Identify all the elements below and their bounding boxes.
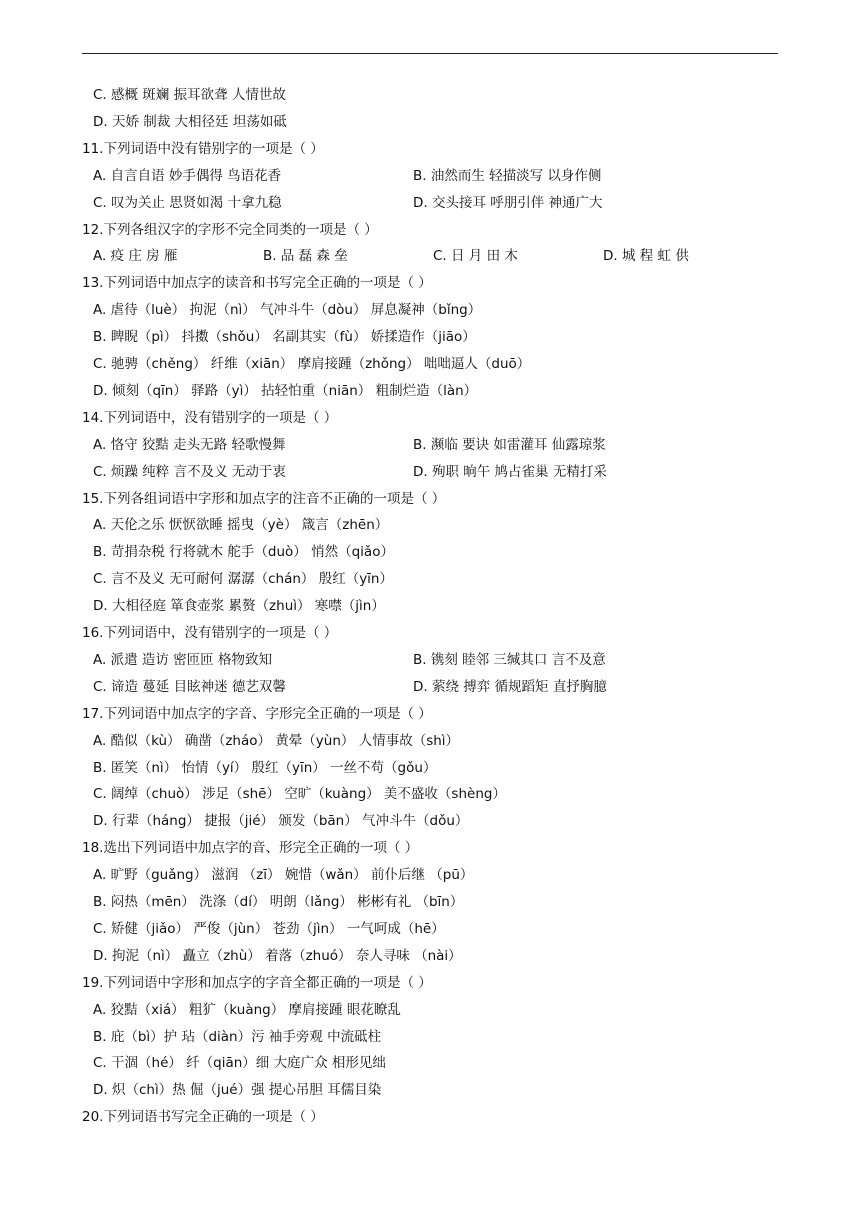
question-text: 14.下列词语中，没有错别字的一项是（ ） [82, 409, 338, 426]
option-text: C. 叹为关止 思贤如渴 十拿九稳 [93, 194, 282, 211]
option-text: A. 狡黠（xiá） 粗犷（kuàng） 摩肩接踵 眼花瞭乱 [93, 1001, 401, 1018]
question-text: 20.下列词语书写完全正确的一项是（ ） [82, 1109, 324, 1126]
option-text: A. 旷野（guǎng） 滋润 （zī） 婉惜（wǎn） 前仆后继 （pū） [93, 867, 474, 884]
option-text: D. 倾刻（qīn） 驿路（yì） 拈轻怕重（niān） 粗制烂造（làn） [93, 382, 478, 399]
option-text: C. 驰骋（chěng） 纤维（xiān） 摩肩接踵（zhǒng） 咄咄逼人（duō） [93, 356, 531, 372]
option-text: C. 阔绰（chuò） 涉足（shē） 空旷（kuàng） 美不盛收（shèng） [93, 786, 506, 803]
option-text: B. 苛捐杂税 行将就木 舵手（duò） 悄然（qiǎo） [93, 544, 394, 561]
option-text: D. 萦绕 搏弈 循规蹈矩 直抒胸臆 [413, 678, 607, 695]
option-text: A. 派遣 造访 密匝匝 格物致知 [93, 651, 272, 668]
option-text: D. 殉职 晌午 鸠占雀巢 无精打采 [413, 463, 607, 480]
option-text: D. 拘泥（nì） 矗立（zhù） 着落（zhuó） 奈人寻味 （nài） [93, 947, 462, 964]
option-text: D. 交头接耳 呼朋引伴 神通广大 [413, 194, 603, 211]
question-text: 15.下列各组词语中字形和加点字的注音不正确的一项是（ ） [82, 490, 446, 507]
option-text: D. 行辈（háng） 捷报（jié） 颁发（bān） 气冲斗牛（dǒu） [93, 813, 469, 830]
question-text: 17.下列词语中加点字的字音、字形完全正确的一项是（ ） [82, 705, 432, 722]
question-text: 16.下列词语中，没有错别字的一项是（ ） [82, 625, 338, 641]
question-text: 12.下列各组汉字的字形不完全同类的一项是（ ） [82, 221, 378, 238]
option-text: B. 睥睨（pì） 抖擞（shǒu） 名副其实（fù） 娇揉造作（jiāo） [93, 329, 476, 346]
option-text: B. 闷热（mēn） 洗涤（dí） 明朗（lǎng） 彬彬有礼 （bīn） [93, 894, 464, 910]
option-text: D. 城 程 虹 供 [603, 248, 689, 265]
option-text: D. 炽（chì）热 倔（jué）强 提心吊胆 耳儒目染 [93, 1082, 382, 1099]
option-text: A. 酷似（kù） 确凿（zháo） 黄晕（yùn） 人情事故（shì） [93, 732, 460, 749]
option-text: B. 匿笑（nì） 怡情（yí） 殷红（yīn） 一丝不苟（gǒu） [93, 759, 437, 776]
option-text: C. 日 月 田 木 [433, 248, 518, 265]
option-text: D. 天娇 制裁 大相径廷 坦荡如砥 [93, 113, 287, 130]
header-rule [82, 53, 778, 54]
option-text: A. 恪守 狡黠 走头无路 轻歌慢舞 [93, 436, 286, 453]
question-text: 19.下列词语中字形和加点字的字音全都正确的一项是（ ） [82, 974, 432, 991]
option-text: B. 庇（bì）护 玷（diàn）污 袖手旁观 中流砥柱 [93, 1028, 382, 1045]
question-text: 13.下列词语中加点字的读音和书写完全正确的一项是（ ） [82, 275, 432, 292]
option-text: C. 烦躁 纯粹 言不及义 无动于衷 [93, 463, 286, 480]
option-text: B. 油然而生 轻描淡写 以身作侧 [413, 167, 602, 184]
option-text: C. 感概 斑斓 振耳欲聋 人情世故 [93, 87, 286, 103]
option-text: C. 干涸（hé） 纤（qiān）细 大庭广众 相形见绌 [93, 1055, 386, 1072]
question-text: 18.选出下列词语中加点字的音、形完全正确的一项（ ） [82, 840, 419, 857]
option-text: B. 镌刻 睦邻 三缄其口 言不及意 [413, 651, 606, 668]
option-text: A. 虐待（luè） 拘泥（nì） 气冲斗牛（dòu） 屏息凝神（bǐng） [93, 302, 482, 319]
option-text: B. 品 磊 森 垒 [263, 248, 348, 265]
option-text: C. 言不及义 无可耐何 潺潺（chán） 殷红（yīn） [93, 571, 393, 588]
option-text: A. 天伦之乐 恹恹欲睡 摇曳（yè） 箴言（zhēn） [93, 517, 389, 534]
option-text: A. 自言自语 妙手偶得 鸟语花香 [93, 167, 282, 184]
option-text: A. 疫 庄 房 雁 [93, 248, 178, 265]
question-text: 11.下列词语中没有错别字的一项是（ ） [82, 140, 324, 157]
option-text: D. 大相径庭 箪食壶浆 累赘（zhuì） 寒噤（jìn） [93, 598, 385, 615]
option-text: B. 濒临 要诀 如雷灌耳 仙露琼浆 [413, 436, 606, 453]
option-text: C. 矫健（jiǎo） 严俊（jùn） 苍劲（jìn） 一气呵成（hē） [93, 920, 445, 937]
option-text: C. 谛造 蔓延 目眩神迷 德艺双馨 [93, 678, 286, 695]
